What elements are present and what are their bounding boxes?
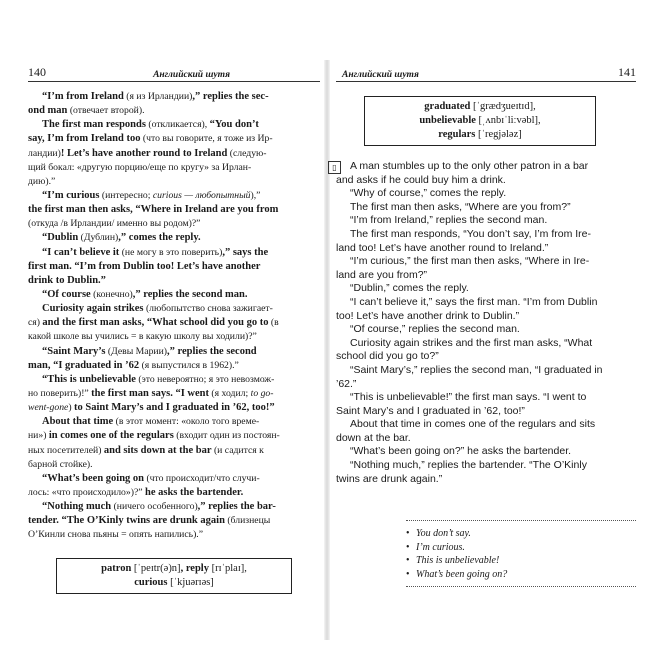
text-segment: (конечно) — [90, 288, 133, 300]
story-line: A man stumbles up to the only other patron in a bar — [350, 160, 589, 172]
text-line — [28, 90, 320, 104]
story-line: About that time in comes one of the regulars and sits — [350, 418, 596, 431]
text-segment: to Saint Mary’s and I graduated in ’62, too!” — [74, 402, 275, 414]
vocab-word: , reply — [180, 562, 209, 574]
text-line — [28, 444, 320, 458]
story-line: “Of course,” replies the second man. — [350, 323, 520, 336]
text-segment: лось: «что происходило»)?” — [28, 486, 145, 498]
vocab-row — [57, 562, 291, 576]
text-line — [28, 189, 320, 203]
text-segment: (откуда /в Ирландии/ именно вы родом)?” — [28, 218, 201, 230]
phrase-item — [406, 541, 636, 555]
text-line — [28, 274, 320, 288]
story-line: “Dublin,” comes the reply. — [350, 282, 469, 295]
text-segment: “Dublin — [42, 232, 79, 244]
text-line — [28, 373, 320, 387]
bilingual-text — [28, 90, 320, 543]
text-segment: (я выпустился в 1962).” — [139, 359, 239, 371]
phrase-item — [406, 568, 636, 582]
page-number-left: 140 — [28, 65, 46, 79]
page-number-right: 141 — [618, 65, 636, 79]
text-segment: “What’s been going on — [42, 472, 145, 484]
text-segment: tender. “The O’Kinly twins are drunk again — [28, 515, 225, 527]
text-segment: Curiosity again strikes — [42, 303, 144, 315]
text-segment: to go- — [250, 387, 274, 399]
text-segment: (откликается), — [145, 119, 210, 131]
text-segment: (и садится к — [211, 444, 264, 456]
text-segment: дию).” — [28, 175, 56, 187]
text-line — [28, 175, 320, 189]
bullet: • — [406, 541, 410, 553]
text-segment: the first man then asks, “Where in Ireland are you from — [28, 204, 279, 216]
text-line — [28, 330, 320, 344]
phrase-item — [406, 527, 636, 541]
story-line: Curiosity again strikes and the first man asks, “What — [350, 336, 593, 349]
phrase-text: I’m curious. — [416, 541, 465, 553]
text-segment: ,” replies the sec- — [192, 91, 269, 102]
text-line — [28, 359, 320, 373]
vocab-row — [365, 100, 595, 114]
text-segment: (что происходит/что случи- — [144, 472, 260, 484]
text-segment: ! Let’s have another round to Ireland — [60, 147, 228, 159]
text-segment: (интересно; — [99, 189, 153, 201]
text-line — [28, 302, 320, 316]
bullet: • — [406, 568, 410, 580]
story-line: school did you go to?” — [336, 350, 439, 363]
vocab-row — [365, 128, 595, 142]
text-segment: какой школе вы учились = в какую школу вы ходили)?” — [28, 331, 257, 343]
english-story — [332, 160, 636, 486]
text-segment: ных посетителей) — [28, 444, 104, 456]
text-segment: man, “I graduated in ’62 — [28, 359, 140, 371]
vocab-transcription: [rɪˈplaɪ], — [208, 562, 247, 574]
text-line — [28, 514, 320, 528]
text-segment: the first man says. “I went — [91, 387, 209, 399]
vocab-box-right — [364, 96, 596, 146]
story-line: and asks if he could buy him a drink. — [336, 173, 506, 186]
text-segment: and the first man asks, “What school did you go to — [42, 317, 269, 329]
vocab-transcription: [ˈkjuərɪəs] — [167, 576, 214, 588]
text-segment: “You don’t — [209, 119, 259, 131]
vocab-word: patron — [101, 562, 132, 574]
text-segment: ,” says the — [222, 246, 269, 258]
text-segment: “I can’t believe it — [42, 246, 120, 258]
text-segment: (любопытство снова зажигает- — [143, 303, 273, 315]
text-line — [28, 231, 320, 245]
story-line: “Saint Mary’s,” replies the second man, “I graduated in — [350, 363, 603, 376]
text-segment: (я из Ирландии) — [123, 91, 193, 102]
text-line — [28, 458, 320, 472]
text-line — [28, 147, 320, 161]
text-line — [28, 203, 320, 217]
text-segment: О’Кинли снова пьяны = опять напились).” — [28, 529, 204, 541]
story-line: The first man responds, “You don’t say, I’m from Ire- — [350, 227, 592, 240]
story-line: “Nothing much,” replies the bartender. “The O’Kinly — [350, 459, 587, 472]
book-gutter — [324, 60, 330, 640]
vocab-transcription: [ˈpeɪtr(ə)n] — [131, 562, 181, 574]
story-line: too! Let’s have another drink to Dublin.” — [336, 309, 520, 322]
text-line — [28, 387, 320, 401]
text-segment: (близнецы — [224, 515, 271, 527]
bullet: • — [406, 555, 410, 567]
text-line — [28, 472, 320, 486]
text-line — [28, 316, 320, 330]
vocab-transcription: [ˈregjələz] — [475, 129, 522, 140]
story-line: down at the bar. — [336, 431, 411, 444]
bullet: • — [406, 528, 410, 540]
text-segment: щий бокал: «другую порцию/еще по кругу» за Ирлан- — [28, 161, 252, 173]
story-line: “This is unbelievable!” the first man says. “I went to — [350, 391, 587, 404]
text-line — [28, 118, 320, 132]
vocab-transcription: [ˌʌnbɪˈliːvəbl], — [475, 115, 541, 126]
text-segment: The first man responds — [42, 119, 146, 131]
text-segment: (отвечает второй). — [67, 105, 145, 117]
story-line: “I can’t believe it,” says the first man. “I’m from Dublin — [350, 295, 598, 308]
text-segment: “I’m from Ireland — [42, 91, 124, 102]
text-segment: ),” — [250, 189, 261, 201]
text-segment: (входит один из постоян- — [173, 430, 280, 442]
text-segment: (в — [268, 317, 279, 329]
left-page — [28, 62, 320, 594]
text-segment: “Nothing much — [42, 501, 112, 513]
story-line: land too! Let’s have another round to Ireland.” — [336, 241, 549, 254]
text-line — [28, 415, 320, 429]
story-line: “I’m from Ireland,” replies the second man. — [350, 214, 548, 227]
text-segment: say, I’m from Ireland too — [28, 133, 141, 145]
running-head-title-right: Английский шутя — [342, 70, 419, 80]
text-line — [28, 104, 320, 118]
vocab-word: unbelievable — [419, 115, 476, 126]
text-segment: About that time — [42, 416, 114, 428]
story-line: Saint Mary’s and I graduated in ’62, too!” — [336, 404, 525, 417]
phrase-item — [406, 554, 636, 568]
right-page — [332, 62, 636, 587]
phrase-text: This is unbelievable! — [416, 555, 500, 567]
story-line: “Why of course,” comes the reply. — [350, 187, 507, 200]
text-segment: “Of course — [42, 288, 91, 300]
story-line: twins are drunk again.” — [336, 472, 443, 485]
story-line: “I’m curious,” the first man then asks, “Where in Ire- — [350, 255, 590, 268]
phrase-text: What’s been going on? — [416, 568, 508, 580]
story-line: land are you from?” — [336, 268, 428, 281]
vocab-row — [57, 576, 291, 590]
vocab-word: curious — [134, 576, 168, 588]
text-segment: ландии) — [28, 147, 61, 159]
text-segment: (это невероятно; я это невозмож- — [135, 373, 275, 385]
story-line: ’62.” — [336, 377, 357, 390]
text-line — [28, 345, 320, 359]
vocab-word: regulars — [438, 129, 476, 140]
book-icon: ▯ — [328, 161, 341, 174]
text-segment: curious — любопытный — [152, 189, 251, 201]
text-segment: ,” comes the reply. — [118, 232, 201, 244]
text-segment: in comes one of the regulars — [48, 430, 174, 442]
text-segment: and sits down at the bar — [103, 444, 212, 456]
text-segment: (в этот момент: «около того време- — [113, 416, 260, 428]
text-segment: (Дублин) — [78, 232, 119, 244]
text-segment: ся) — [28, 317, 43, 329]
text-line — [28, 528, 320, 542]
story-line: “What’s been going on?” he asks the bartender. — [350, 445, 572, 458]
text-line — [28, 429, 320, 443]
text-segment: drink to Dublin.” — [28, 274, 106, 286]
text-line — [28, 217, 320, 231]
text-segment: (Девы Марии) — [105, 345, 168, 357]
text-line — [28, 246, 320, 260]
text-line — [28, 260, 320, 274]
story-line: The first man then asks, “Where are you from?” — [350, 200, 571, 213]
text-segment: “Saint Mary’s — [42, 345, 106, 357]
text-line — [28, 500, 320, 514]
text-segment: (я ходил; — [208, 387, 251, 399]
vocab-row — [365, 114, 595, 128]
text-line — [28, 288, 320, 302]
text-segment: “This is unbelievable — [42, 373, 136, 385]
text-line — [28, 401, 320, 415]
right-running-head — [336, 62, 636, 82]
phrase-list — [406, 520, 636, 587]
text-segment: went-gone — [28, 402, 69, 414]
text-segment: (что вы говорите, я тоже из Ир- — [140, 133, 273, 145]
left-running-head — [28, 62, 320, 82]
text-segment: ,” replies the bar- — [197, 501, 276, 513]
text-segment: ни») — [28, 430, 49, 442]
text-segment: (не могу в это поверить) — [119, 246, 223, 258]
text-line — [28, 161, 320, 175]
running-head-title-left: Английский шутя — [153, 70, 230, 80]
vocab-word: graduated — [424, 101, 471, 112]
text-segment: (следую- — [227, 147, 267, 159]
vocab-box-left — [56, 558, 292, 594]
text-segment: но поверить)!” — [28, 387, 92, 399]
text-line — [28, 486, 320, 500]
vocab-transcription: [ˈgrædʒueɪtɪd], — [470, 101, 536, 112]
text-segment: ) — [68, 402, 75, 414]
text-segment: ,” replies the second man. — [132, 288, 248, 300]
text-segment: ond man — [28, 105, 68, 117]
text-segment: first man. “I’m from Dublin too! Let’s have another — [28, 260, 261, 272]
text-segment: ,” replies the second — [167, 345, 257, 357]
text-segment: барной стойке). — [28, 458, 93, 470]
text-line — [28, 132, 320, 146]
phrase-text: You don’t say. — [416, 528, 471, 540]
text-segment: (ничего особенного) — [111, 501, 198, 513]
text-segment: “I’m curious — [42, 189, 100, 201]
text-segment: he asks the bartender. — [145, 486, 244, 498]
